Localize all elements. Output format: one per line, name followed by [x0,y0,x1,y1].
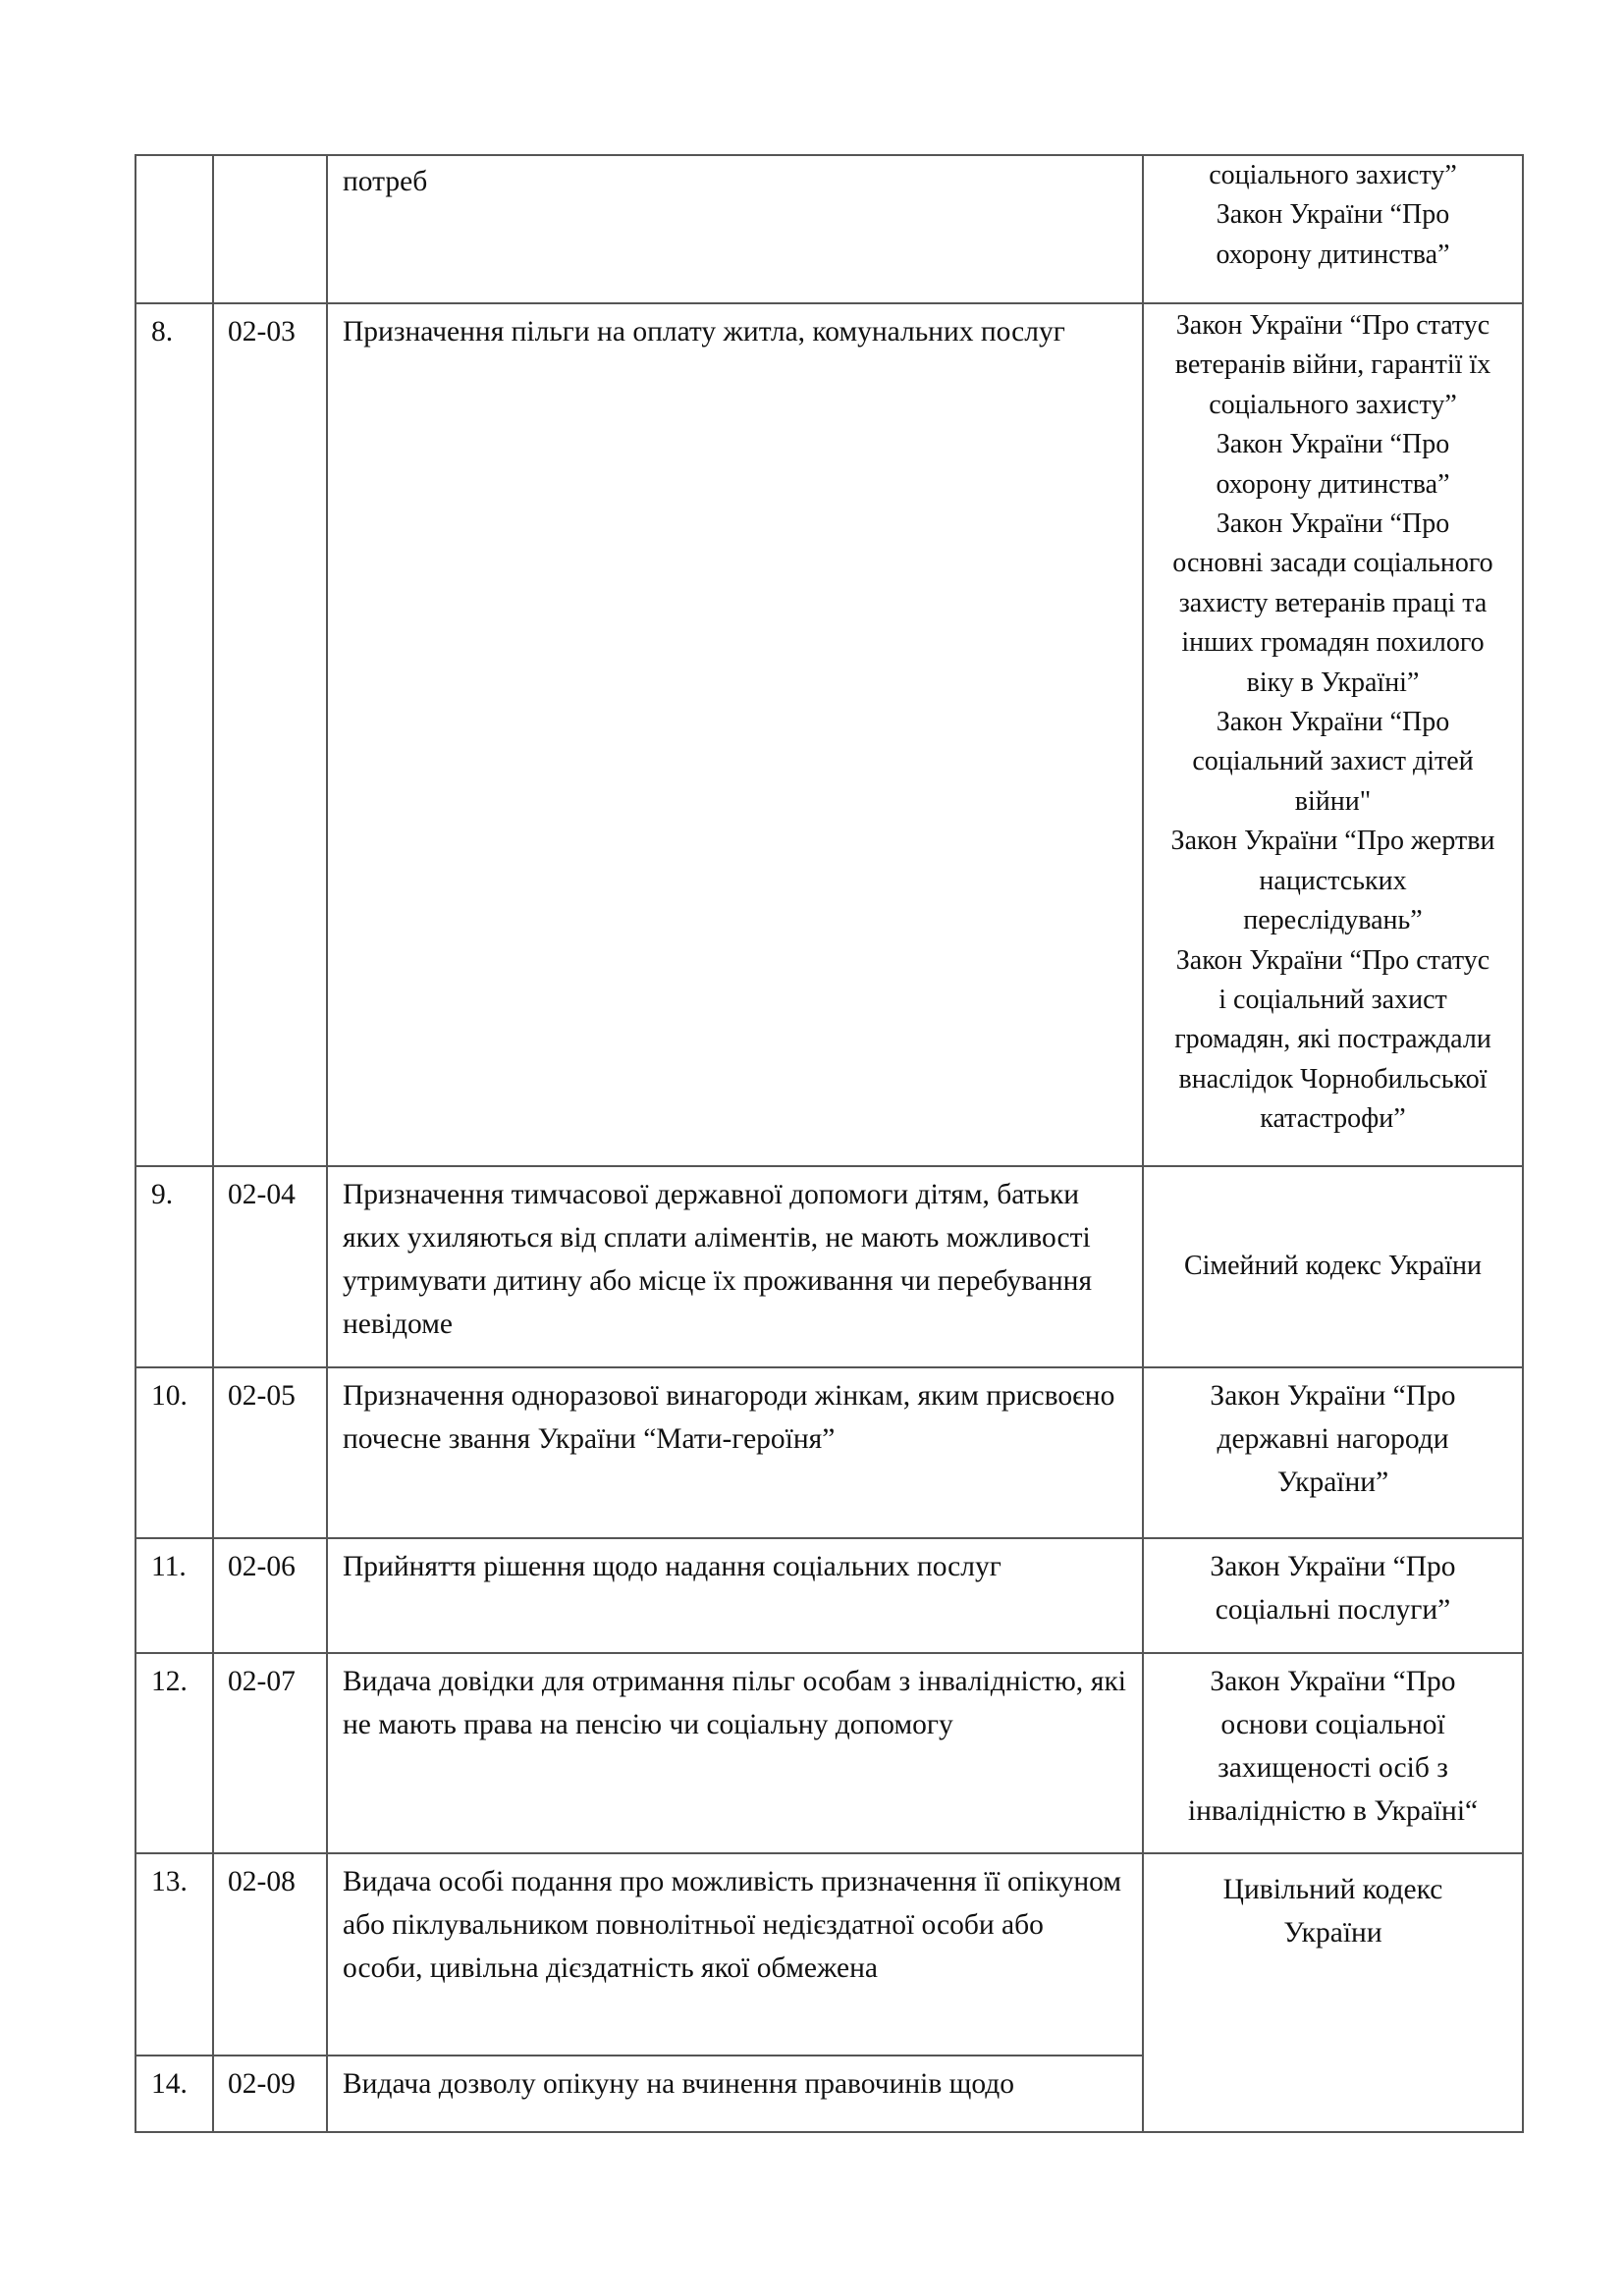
legal-basis [1143,1853,1523,2132]
legal-basis-line: Закон України “Про статус [1175,944,1490,976]
legal-basis [1143,303,1523,1166]
row-number: 12. [135,1653,213,1853]
service-description: Призначення пільги на оплату житла, комунальних послуг [327,303,1143,1166]
table-row [135,1853,1523,2056]
legal-basis-line: Закон України “Про [1216,508,1450,540]
table-row [135,155,1523,303]
legal-basis-line: України” [1276,1467,1389,1498]
service-code: 02-09 [213,2056,327,2132]
legal-basis-line: інвалідністю в Україні“ [1187,1795,1479,1827]
legal-basis-line: Закон України “Про [1210,1551,1456,1582]
legal-basis-line: основні засади соціального [1172,548,1493,579]
legal-basis-line: внаслідок Чорнобильської [1178,1063,1488,1095]
legal-basis-line: Сімейний кодекс України [1183,1251,1483,1282]
row-number: 9. [135,1166,213,1367]
legal-basis [1143,1367,1523,1538]
table-row [135,1538,1523,1653]
legal-basis-line: нацистських [1259,865,1407,896]
table-row [135,1367,1523,1538]
legal-basis-line: України [1283,1917,1382,1949]
legal-basis-line: соціального захисту” [1209,160,1457,190]
legal-basis-line: захисту ветеранів праці та [1178,587,1488,618]
legal-basis-line: Закон України “Про [1210,1666,1456,1697]
table-row [135,1653,1523,1853]
service-description: Видача дозволу опікуну на вчинення правочинів щодо [327,2056,1143,2132]
service-code [213,155,327,303]
legal-basis-line: охорону дитинства” [1216,239,1450,270]
legal-basis-line: і соціальний захист [1218,984,1447,1015]
legal-basis-line: соціального захисту” [1209,389,1457,420]
legal-basis-line: віку в Україні” [1246,667,1420,698]
legal-basis-line: державні нагороди [1217,1423,1449,1455]
table-row [135,303,1523,1166]
legal-basis-line: інших громадян похилого [1181,627,1485,659]
legal-basis-line: Закон України “Про статус [1175,310,1490,341]
row-number: 10. [135,1367,213,1538]
legal-basis-line: громадян, які постраждали [1174,1024,1491,1055]
row-number: 8. [135,303,213,1166]
service-code: 02-03 [213,303,327,1166]
legal-basis-line: Закон України “Про жертви [1170,826,1495,857]
row-number: 14. [135,2056,213,2132]
service-description: Призначення тимчасової державної допомоги дітям, батьки яких ухиляються від сплати аліментів, не мають можливості утримувати дитину або місце їх проживання чи перебування невідоме [327,1166,1143,1367]
service-description: Призначення одноразової винагороди жінкам, яким присвоєно почесне звання України “Мати-героїня” [327,1367,1143,1538]
table-row [135,1166,1523,1367]
service-code: 02-08 [213,1853,327,2056]
service-code: 02-04 [213,1166,327,1367]
row-number [135,155,213,303]
legal-basis-line: Закон України “Про [1216,199,1450,231]
service-code: 02-07 [213,1653,327,1853]
legal-basis-line: основи соціальної [1220,1709,1445,1740]
legal-basis-line: Цивільний кодекс [1222,1874,1443,1905]
row-number: 11. [135,1538,213,1653]
service-description: Видача особі подання про можливість призначення її опікуном або піклувальником повнолітньої недієздатної особи або особи, цивільна дієздатність якої обмежена [327,1853,1143,2056]
service-code: 02-05 [213,1367,327,1538]
legal-basis-line: катастрофи” [1260,1103,1406,1135]
legal-basis-line: переслідувань” [1243,905,1423,936]
legal-basis-line: соціальні послуги” [1215,1594,1451,1626]
legal-basis [1143,1166,1523,1367]
legal-basis [1143,155,1523,303]
service-description: потреб [327,155,1143,303]
service-code: 02-06 [213,1538,327,1653]
legal-basis-line: охорону дитинства” [1216,468,1450,500]
legal-basis [1143,1653,1523,1853]
legal-basis-line: соціальний захист дітей [1192,746,1474,777]
services-table [135,154,1524,2133]
legal-basis-line: Закон України “Про [1216,707,1450,738]
legal-basis [1143,1538,1523,1653]
legal-basis-line: захищеності осіб з [1218,1752,1448,1784]
legal-basis-line: війни" [1294,785,1372,817]
service-description: Прийняття рішення щодо надання соціальних послуг [327,1538,1143,1653]
service-description: Видача довідки для отримання пільг особам з інвалідністю, які не мають права на пенсію чи соціальну допомогу [327,1653,1143,1853]
legal-basis-line: Закон України “Про [1210,1380,1456,1412]
legal-basis-line: Закон України “Про [1216,429,1450,460]
legal-basis-line: ветеранів війни, гарантії їх [1174,349,1491,381]
row-number: 13. [135,1853,213,2056]
